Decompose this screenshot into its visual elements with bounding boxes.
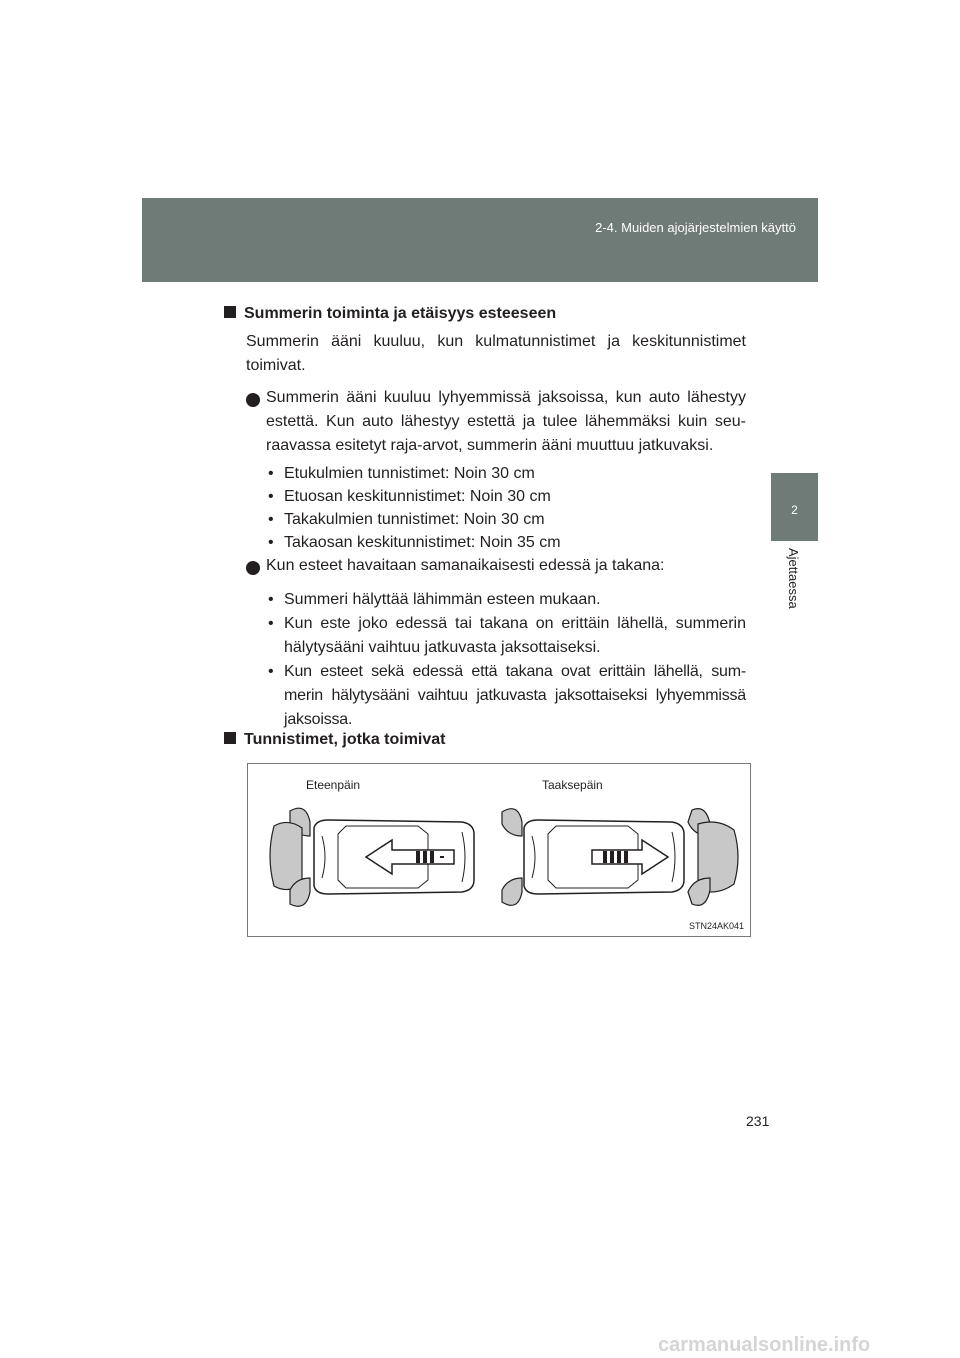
- bullet-paragraph-2: Kun esteet havaitaan samanaikaisesti edessä ja takana:: [266, 557, 665, 574]
- sensor-figure: [247, 763, 751, 937]
- section-title-1: Summerin toiminta ja etäisyys esteeseen: [244, 305, 557, 322]
- round-bullet-icon: [246, 561, 260, 575]
- header-band: [142, 198, 818, 282]
- rear-corner-sensor-area: [688, 878, 710, 905]
- chapter-number: 2: [791, 503, 798, 517]
- front-corner-sensor-area: [502, 809, 522, 836]
- label-forward: Eteenpäin: [306, 778, 361, 792]
- section-title-2: Tunnistimet, jotka toimivat: [244, 731, 446, 748]
- sensor-diagram: [248, 764, 750, 936]
- round-bullet-icon: [246, 393, 260, 407]
- square-bullet-icon: [224, 306, 236, 318]
- list-item: • Kun este joko edessä tai takana on erittäin lähellä, summerin hälytysääni vaihtuu jatkuvasta jaksottaiseksi.: [268, 615, 746, 656]
- section-heading-1: [224, 302, 556, 326]
- chapter-tab: [771, 473, 818, 541]
- bullet-paragraph-1: Summerin ääni kuuluu lyhyemmissä jaksoissa, kun auto lähestyy estettä. Kun auto lähestyy estettä ja tulee lähemmäksi kuin seu-raavassa esitetyt raja-arvot, summerin ääni muuttuu jatkuvaksi.: [266, 389, 746, 454]
- intro-paragraph: Summerin ääni kuuluu, kun kulmatunnistimet ja keskitunnistimet toimivat.: [246, 333, 746, 374]
- list-item: • Summeri hälyttää lähimmän esteen mukaan.: [268, 591, 601, 608]
- backward-car-group: [502, 809, 738, 906]
- section-heading-2: [224, 728, 446, 752]
- list-item: • Takakulmien tunnistimet: Noin 30 cm: [268, 511, 545, 528]
- list-item: • Takaosan keskitunnistimet: Noin 35 cm: [268, 534, 561, 551]
- front-corner-sensor-area: [502, 878, 522, 905]
- chapter-label: Ajettaessa: [786, 548, 801, 609]
- square-bullet-icon: [224, 732, 236, 744]
- figure-code: STN24AK041: [688, 921, 744, 931]
- chapter-label-wrap: [787, 548, 803, 628]
- case-list: [268, 588, 746, 732]
- watermark: carmanualsonline.info: [658, 1334, 871, 1356]
- distance-list: [268, 462, 746, 554]
- label-backward: Taaksepäin: [542, 778, 603, 792]
- list-item: • Etuosan keskitunnistimet: Noin 30 cm: [268, 488, 551, 505]
- page-number: 231: [746, 1113, 770, 1129]
- front-center-sensor-area: [270, 822, 302, 889]
- section-header: 2-4. Muiden ajojärjestelmien käyttö: [595, 220, 796, 235]
- forward-car-group: [270, 808, 474, 906]
- list-item: • Kun esteet sekä edessä että takana ovat erittäin lähellä, sum-merin hälytysääni vaihtuu jatkuvasta jaksottaiseksi lyhyemmissä jaksoissa.: [268, 663, 746, 728]
- list-item: • Etukulmien tunnistimet: Noin 30 cm: [268, 465, 535, 482]
